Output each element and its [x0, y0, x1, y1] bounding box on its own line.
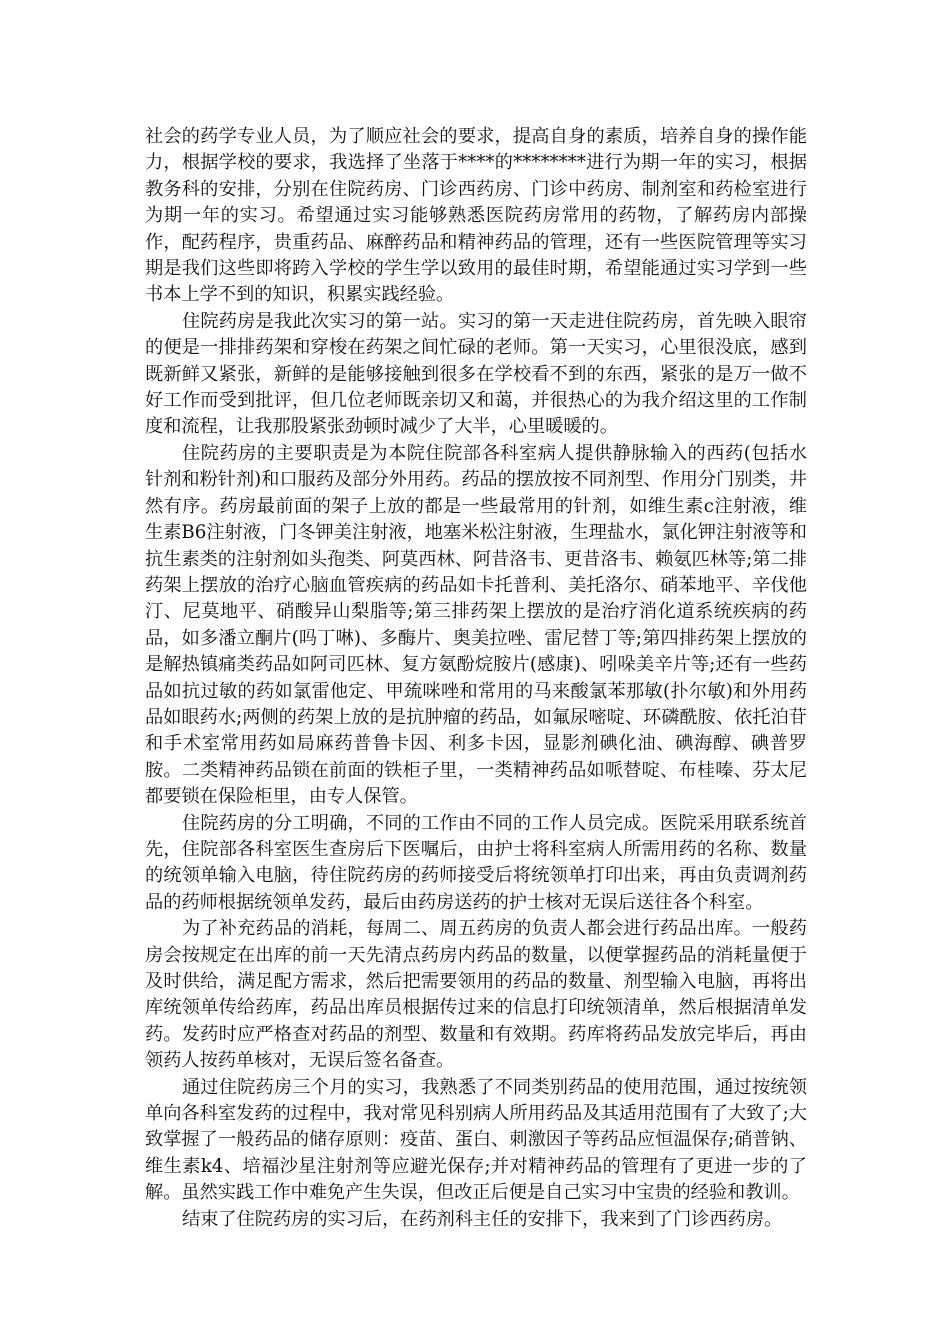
- paragraph-duties: 住院药房的主要职责是为本院住院部各科室病人提供静脉输入的西药(包括水针剂和粉针剂)和口服药及部分外用药。药品的摆放按不同剂型、作用分门别类，井然有序。药房最前面的架子上放的都是一些最常用的针剂，如维生素c注射液，维生素B6注射液，门冬钾美注射液，地塞米松注射液，生理盐水，氯化钾注射液等和抗生素类的注射剂如头孢类、阿莫西林、阿昔洛韦、更昔洛韦、赖氨匹林等;第二排药架上摆放的治疗心脑血管疾病的药品如卡托普利、美托洛尔、硝苯地平、辛伐他汀、尼莫地平、硝酸异山梨脂等;第三排药架上摆放的是治疗消化道系统疾病的药品，如多潘立酮片(吗丁啉)、多酶片、奥美拉唑、雷尼替丁等;第四排药架上摆放的是解热镇痛类药品如阿司匹林、复方氨酚烷胺片(感康)、吲哚美辛片等;还有一些药品如抗过敏的药如氯雷他定、甲巯咪唑和常用的马来酸氯苯那敏(扑尔敏)和外用药品如眼药水;两侧的药架上放的是抗肿瘤的药品，如氟尿嘧啶、环磷酰胺、依托泊苷和手术室常用药如局麻药普鲁卡因、利多卡因，显影剂碘化油、碘海醇、碘普罗胺。二类精神药品锁在前面的铁柜子里，一类精神药品如哌替啶、布桂嗪、芬太尼都要锁在保险柜里，由专人保管。: [145, 442, 807, 808]
- paragraph-workflow: 住院药房的分工明确，不同的工作由不同的工作人员完成。医院采用联系统首先，住院部各科室医生查房后下医嘱后，由护士将科室病人所需用药的名称、数量的统领单输入电脑，待住院药房的药师接受后将统领单打印出来，再由负责调剂药品的药师根据统领单发药，最后由药房送药的护士核对无误后送往各个科室。: [145, 812, 807, 913]
- paragraph-first-station: 住院药房是我此次实习的第一站。实习的第一天走进住院药房，首先映入眼帘的便是一排排药架和穿梭在药架之间忙碌的老师。第一天实习，心里很没底，感到既新鲜又紧张，新鲜的是能够接触到很多在学校看不到的东西，紧张的是万一做不好工作而受到批评，但几位老师既亲切又和蔼，并很热心的为我介绍这里的工作制度和流程，让我那股紧张劲顿时减少了大半，心里暖暖的。: [145, 310, 807, 438]
- paragraph-summary: 通过住院药房三个月的实习，我熟悉了不同类别药品的使用范围，通过按统领单向各科室发药的过程中，我对常见科别病人所用药品及其适用范围有了大致了;大致掌握了一般药品的储存原则：疫苗、蛋白、刺激因子等药品应恒温保存;硝普钠、维生素k4、培福沙星注射剂等应避光保存;并对精神药品的管理有了更进一步的了解。虽然实践工作中难免产生失误，但改正后便是自己实习中宝贵的经验和教训。: [145, 1076, 807, 1204]
- paragraph-restock: 为了补充药品的消耗，每周二、周五药房的负责人都会进行药品出库。一般药房会按规定在出库的前一天先清点药房内药品的数量，以便掌握药品的消耗量便于及时供给，满足配方需求，然后把需要领用的药品的数量、剂型输入电脑，再将出库统领单传给药库，药品出库员根据传过来的信息打印统领清单，然后根据清单发药。发药时应严格查对药品的剂型、数量和有效期。药库将药品发放完毕后，再由领药人按药单核对，无误后签名备查。: [145, 918, 807, 1072]
- document-body: [145, 124, 807, 1233]
- paragraph-transition: 结束了住院药房的实习后，在药剂科主任的安排下，我来到了门诊西药房。: [182, 1208, 783, 1230]
- paragraph-intro: 社会的药学专业人员，为了顺应社会的要求，提高自身的素质，培养自身的操作能力，根据学校的要求，我选择了坐落于****的********进行为期一年的实习，根据教务科的安排，分别在住院药房、门诊西药房、门诊中药房、制剂室和药检室进行为期一年的实习。希望通过实习能够熟悉医院药房常用的药物，了解药房内部操作，配药程序，贵重药品、麻醉药品和精神药品的管理，还有一些医院管理等实习期是我们这些即将跨入学校的学生学以致用的最佳时期，希望能通过实习学到一些书本上学不到的知识，积累实践经验。: [145, 126, 807, 306]
